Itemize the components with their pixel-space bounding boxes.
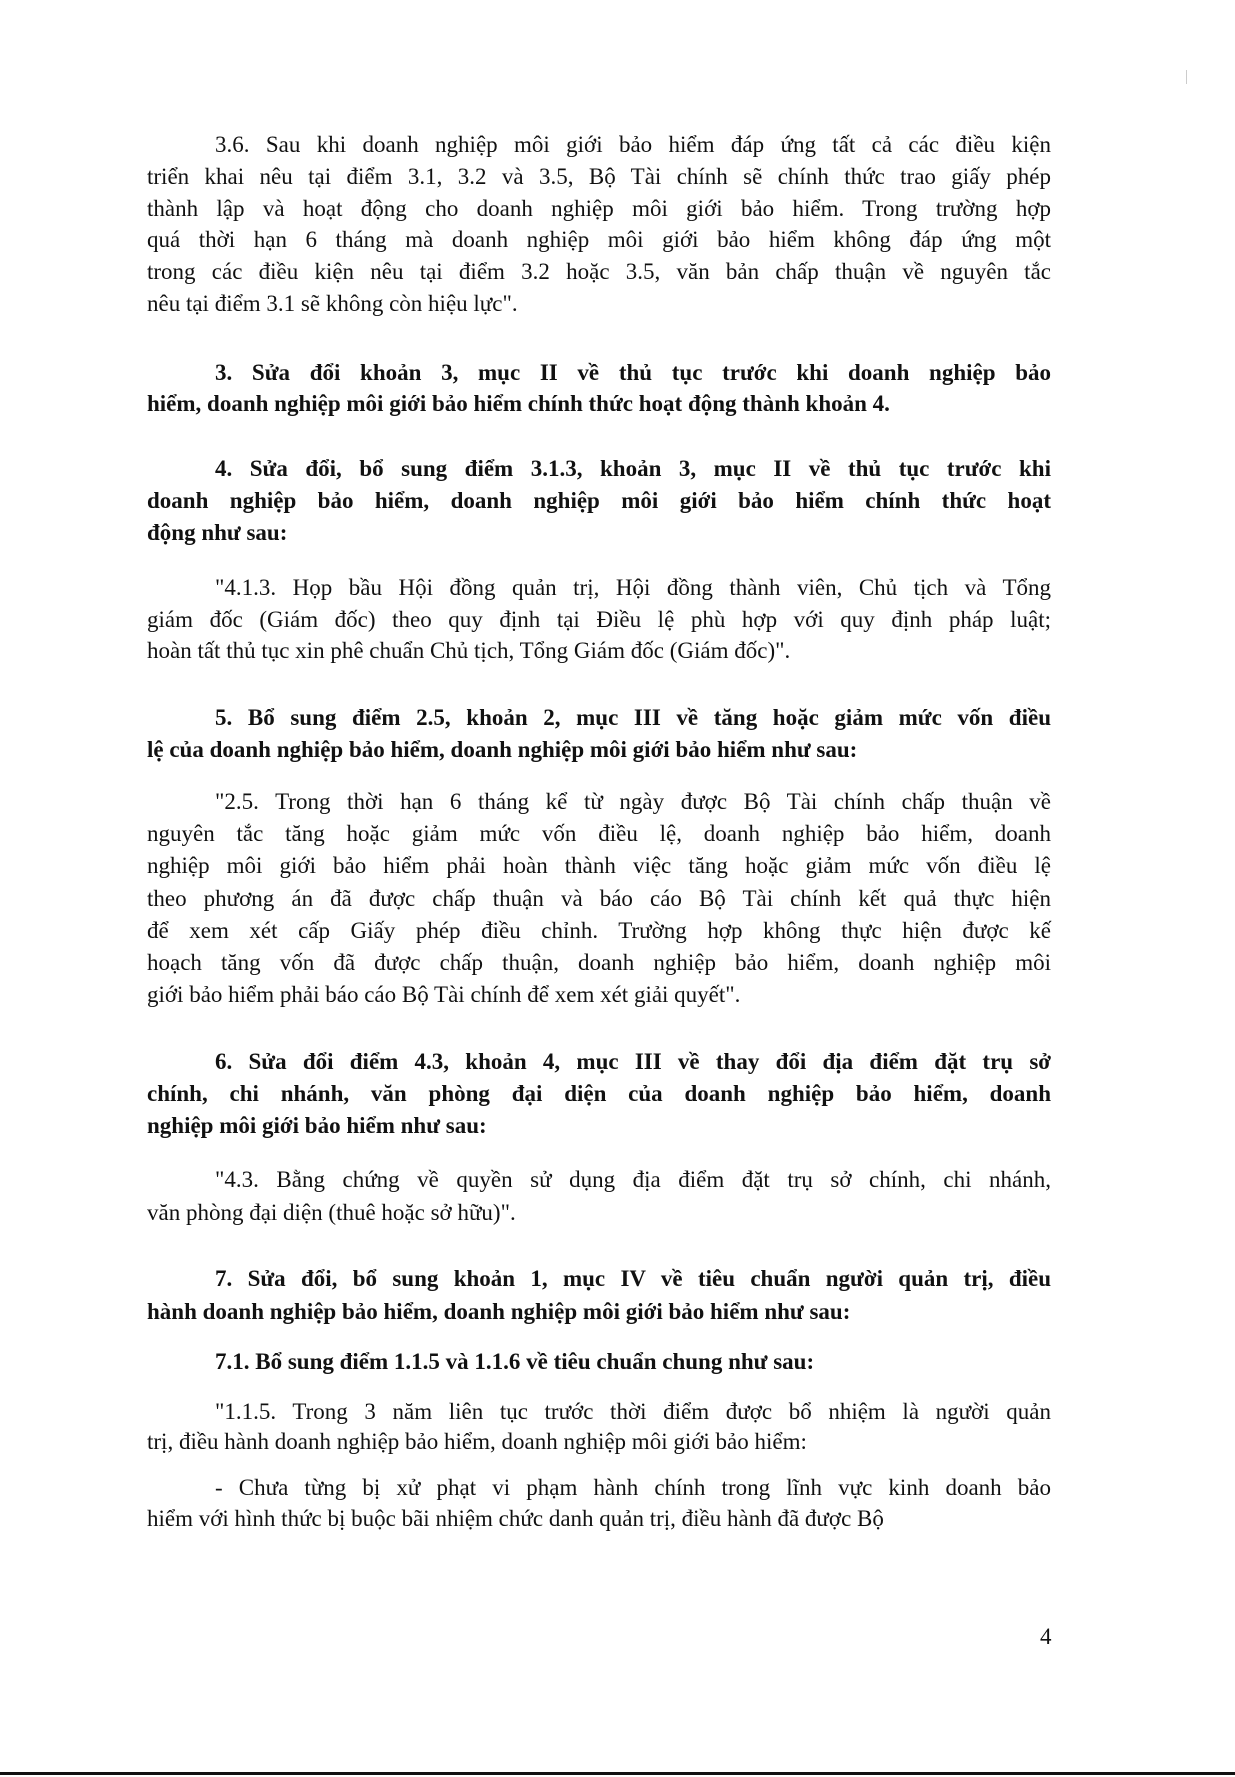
text-line: "2.5. Trong thời hạn 6 tháng kể từ ngày được Bộ Tài chính chấp thuận về: [215, 789, 1051, 814]
text-line: "4.3. Bằng chứng về quyền sử dụng địa điểm đặt trụ sở chính, chi nhánh,: [215, 1167, 1051, 1192]
text-line: doanh nghiệp bảo hiểm, doanh nghiệp môi giới bảo hiểm chính thức hoạt: [147, 488, 1051, 513]
paragraph-3-6: [147, 129, 1051, 320]
text-line: nêu tại điểm 3.1 sẽ không còn hiệu lực".: [147, 290, 518, 316]
text-line: 5. Bổ sung điểm 2.5, khoản 2, mục III về tăng hoặc giảm mức vốn điều: [215, 705, 1051, 730]
heading-item-6: [147, 1046, 1051, 1142]
text-line: động như sau:: [147, 520, 288, 545]
text-line: hiểm với hình thức bị buộc bãi nhiệm chức danh quản trị, điều hành đã được Bộ: [147, 1506, 884, 1531]
text-line: nguyên tắc tăng hoặc giảm mức vốn điều lệ, doanh nghiệp bảo hiểm, doanh: [147, 821, 1051, 847]
bottom-rule: [0, 1772, 1235, 1775]
text-line: hoạch tăng vốn đã được chấp thuận, doanh nghiệp bảo hiểm, doanh nghiệp môi: [147, 950, 1051, 976]
paragraph-1-1-5: [147, 1397, 1051, 1457]
text-line: hành doanh nghiệp bảo hiểm, doanh nghiệp môi giới bảo hiểm như sau:: [147, 1299, 851, 1324]
text-line: giới bảo hiểm phải báo cáo Bộ Tài chính để xem xét giải quyết".: [147, 982, 741, 1008]
scan-mark: [1186, 70, 1187, 84]
text-line: 3. Sửa đổi khoản 3, mục II về thủ tục trước khi doanh nghiệp bảo: [215, 360, 1051, 385]
paragraph-4-1-3: [147, 572, 1051, 667]
text-line: trong các điều kiện nêu tại điểm 3.2 hoặc 3.5, văn bản chấp thuận về nguyên tắc: [147, 259, 1051, 285]
text-line: 3.6. Sau khi doanh nghiệp môi giới bảo hiểm đáp ứng tất cả các điều kiện: [215, 132, 1051, 157]
text-line: theo phương án đã được chấp thuận và báo cáo Bộ Tài chính kết quả thực hiện: [147, 885, 1051, 911]
text-line: để xem xét cấp Giấy phép điều chỉnh. Trường hợp không thực hiện được kế: [147, 917, 1051, 943]
paragraph-bullet-1: [147, 1472, 1051, 1534]
text-line: quá thời hạn 6 tháng mà doanh nghiệp môi giới bảo hiểm không đáp ứng một: [147, 227, 1051, 253]
text-line: lệ của doanh nghiệp bảo hiểm, doanh nghiệp môi giới bảo hiểm như sau:: [147, 737, 858, 762]
text-line: 7.1. Bổ sung điểm 1.1.5 và 1.1.6 về tiêu chuẩn chung như sau:: [215, 1349, 815, 1374]
text-line: 7. Sửa đổi, bổ sung khoản 1, mục IV về tiêu chuẩn người quản trị, điều: [215, 1266, 1051, 1291]
text-line: giám đốc (Giám đốc) theo quy định tại Điều lệ phù hợp với quy định pháp luật;: [147, 606, 1051, 632]
text-line: - Chưa từng bị xử phạt vi phạm hành chính trong lĩnh vực kinh doanh bảo: [215, 1475, 1051, 1500]
text-line: nghiệp môi giới bảo hiểm như sau:: [147, 1113, 487, 1138]
page-number: 4: [1040, 1624, 1052, 1649]
text-line: "1.1.5. Trong 3 năm liên tục trước thời điểm được bổ nhiệm là người quản: [215, 1399, 1051, 1424]
heading-item-4: [147, 453, 1051, 549]
paragraph-4-3: [147, 1163, 1051, 1229]
text-line: nghiệp môi giới bảo hiểm phải hoàn thành việc tăng hoặc giảm mức vốn điều lệ: [147, 853, 1051, 879]
heading-item-3: [147, 357, 1051, 419]
text-line: văn phòng đại diện (thuê hoặc sở hữu)".: [147, 1200, 516, 1225]
paragraph-2-5: [147, 786, 1051, 1011]
text-line: thành lập và hoạt động cho doanh nghiệp môi giới bảo hiểm. Trong trường hợp: [147, 195, 1051, 221]
text-line: "4.1.3. Họp bầu Hội đồng quản trị, Hội đồng thành viên, Chủ tịch và Tổng: [215, 575, 1051, 600]
text-line: 4. Sửa đổi, bổ sung điểm 3.1.3, khoản 3, mục II về thủ tục trước khi: [215, 456, 1051, 481]
text-line: hoàn tất thủ tục xin phê chuẩn Chủ tịch, Tổng Giám đốc (Giám đốc)".: [147, 638, 791, 663]
text-line: trị, điều hành doanh nghiệp bảo hiểm, doanh nghiệp môi giới bảo hiểm:: [147, 1429, 807, 1454]
text-line: chính, chi nhánh, văn phòng đại diện của doanh nghiệp bảo hiểm, doanh: [147, 1081, 1051, 1106]
heading-item-7-1: [147, 1346, 1051, 1378]
text-line: 6. Sửa đổi điểm 4.3, khoản 4, mục III về thay đổi địa điểm đặt trụ sở: [215, 1049, 1051, 1074]
heading-item-5: [147, 702, 1051, 766]
text-line: triển khai nêu tại điểm 3.1, 3.2 và 3.5, Bộ Tài chính sẽ chính thức trao giấy phép: [147, 163, 1051, 189]
heading-item-7: [147, 1262, 1051, 1328]
text-line: hiểm, doanh nghiệp môi giới bảo hiểm chính thức hoạt động thành khoản 4.: [147, 391, 890, 416]
